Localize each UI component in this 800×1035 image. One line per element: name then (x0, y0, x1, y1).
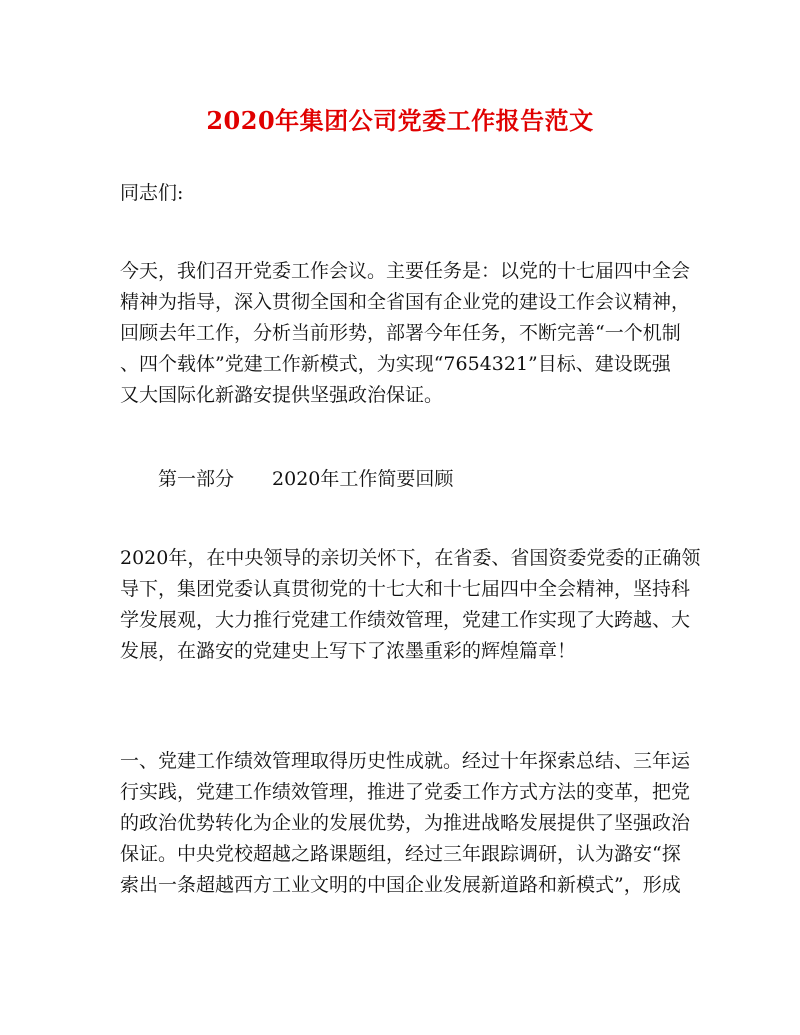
paragraph-line: 行实践，党建工作绩效管理，推进了党委工作方式方法的变革，把党 (120, 781, 691, 803)
paragraph-line: 又大国际化新潞安提供坚强政治保证。 (120, 384, 444, 406)
paragraph-line: 学发展观，大力推行党建工作绩效管理，党建工作实现了大跨越、大 (120, 609, 691, 631)
salutation (120, 178, 680, 209)
paragraph-line: 保证。中央党校超越之路课题组，经过三年跟踪调研，认为潞安“探 (120, 843, 681, 865)
section-part-label: 第一部分 (158, 468, 235, 490)
section-title: 2020年工作简要回顾 (272, 468, 454, 490)
paragraph-line: 索出一条超越西方工业文明的中国企业发展新道路和新模式”，形成 (120, 874, 681, 896)
document-title: 2020年集团公司党委工作报告范文 (206, 106, 594, 135)
intro-paragraph (120, 256, 691, 411)
salutation-text: 同志们: (120, 182, 184, 204)
paragraph-2020-review (120, 543, 701, 667)
paragraph-line: 回顾去年工作，分析当前形势，部署今年任务，不断完善“一个机制 (120, 322, 681, 344)
paragraph-line: 今天，我们召开党委工作会议。主要任务是：以党的十七届四中全会 (120, 260, 691, 282)
paragraph-line: 、四个载体”党建工作新模式，为实现“7654321”目标、建设既强 (120, 353, 671, 375)
section-heading-line (158, 464, 718, 495)
paragraph-point-one (120, 746, 691, 901)
paragraph-line: 2020年，在中央领导的亲切关怀下，在省委、省国资委党委的正确领 (120, 547, 701, 569)
paragraph-line: 导下，集团党委认真贯彻党的十七大和十七届四中全会精神，坚持科 (120, 578, 691, 600)
paragraph-line: 精神为指导，深入贯彻全国和全省国有企业党的建设工作会议精神， (120, 291, 691, 313)
section-heading (158, 464, 718, 495)
paragraph-line: 发展，在潞安的党建史上写下了浓墨重彩的辉煌篇章！ (120, 640, 577, 662)
paragraph-line: 一、党建工作绩效管理取得历史性成就。经过十年探索总结、三年运 (120, 750, 691, 772)
paragraph-line: 的政治优势转化为企业的发展优势，为推进战略发展提供了坚强政治 (120, 812, 691, 834)
